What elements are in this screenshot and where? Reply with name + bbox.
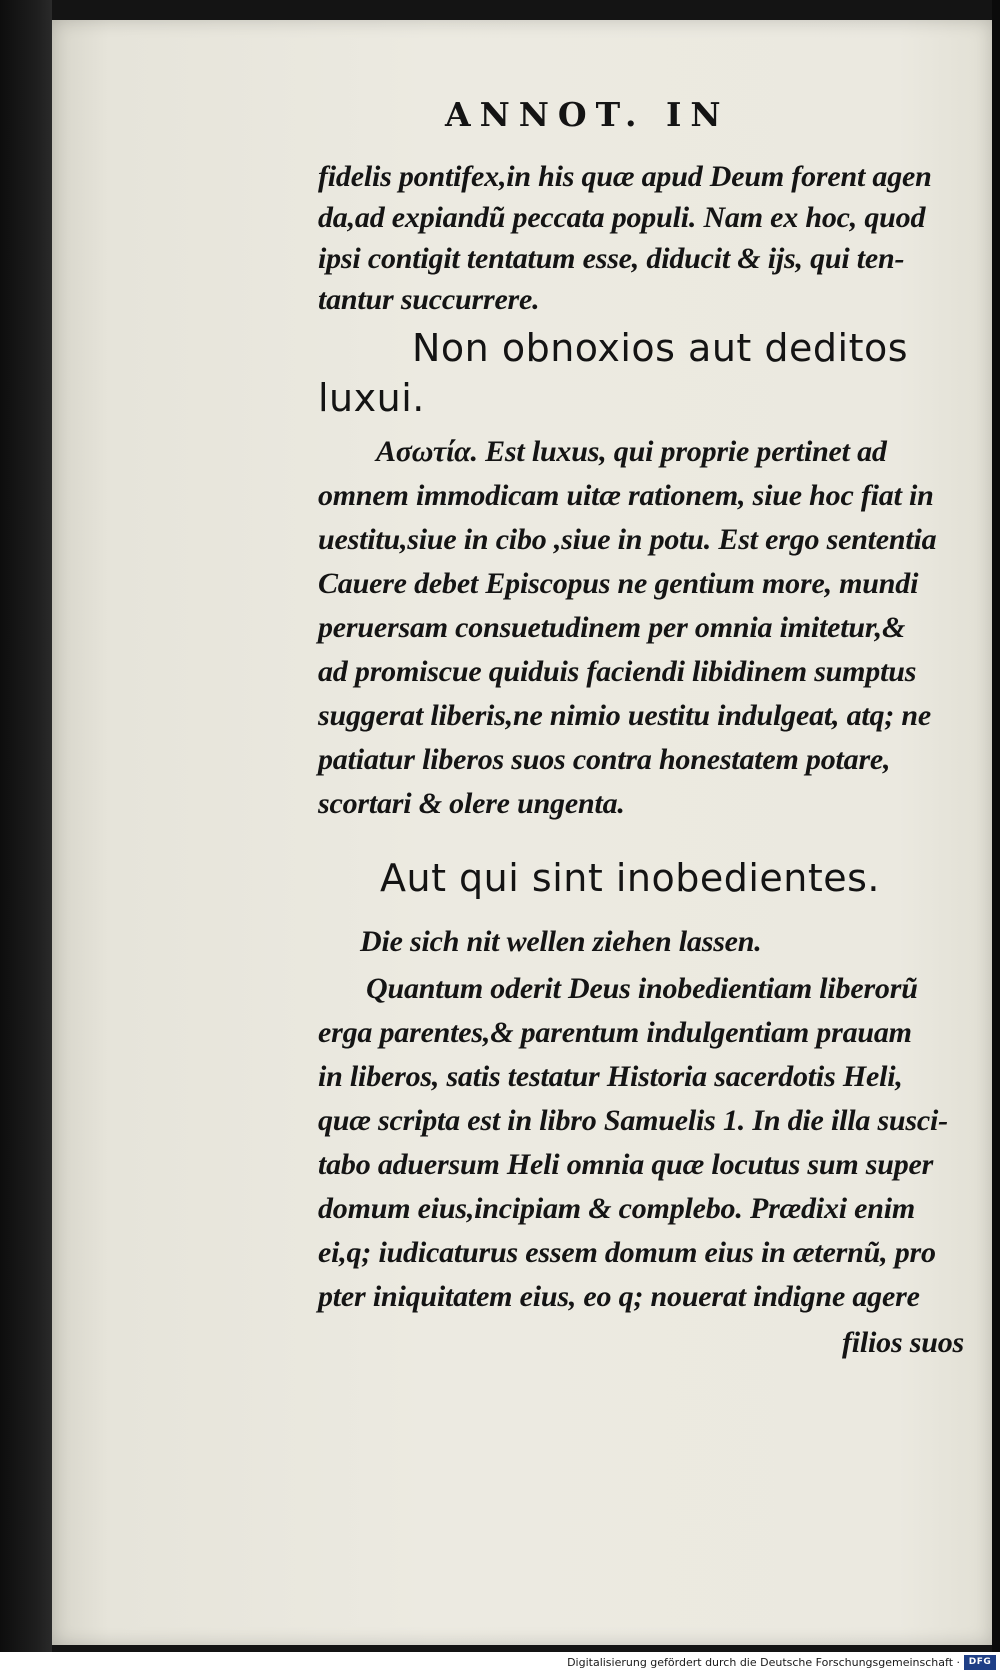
- text-line: ad promiscue quiduis faciendi libidinem sumptus: [318, 655, 917, 688]
- text-line: in liberos, satis testatur Historia sacerdotis Heli,: [318, 1060, 903, 1093]
- book-binding-edge: [0, 0, 52, 1652]
- footer-bar: [0, 1652, 1000, 1676]
- text-line: ei,q; iudicaturus essem domum eius in æternũ, pro: [318, 1236, 936, 1269]
- text-line: Quantum oderit Deus inobedientiam liberorũ: [366, 972, 918, 1005]
- german-gloss: Die sich nit wellen ziehen lassen.: [360, 925, 762, 958]
- text-line: erga parentes,& parentum indulgentiam prauam: [318, 1016, 912, 1049]
- dfg-logo: DFG: [964, 1655, 996, 1670]
- section-heading: luxui.: [318, 376, 425, 420]
- book-right-edge: [992, 0, 1000, 1652]
- text-line: patiatur liberos suos contra honestatem potare,: [318, 743, 891, 776]
- text-line: peruersam consuetudinem per omnia imitetur,&: [318, 611, 906, 644]
- running-head: ANNOT. IN: [445, 95, 730, 134]
- text-line: suggerat liberis,ne nimio uestitu indulgeat, atq; ne: [318, 699, 932, 732]
- text-line: tantur succurrere.: [318, 283, 540, 316]
- text-line: tabo aduersum Heli omnia quæ locutus sum super: [318, 1148, 934, 1181]
- section-heading: Aut qui sint inobedientes.: [380, 856, 881, 900]
- funding-credit: Digitalisierung gefördert durch die Deutsche Forschungsgemeinschaft ·: [567, 1656, 960, 1669]
- text-line: pter iniquitatem eius, eo q; nouerat indigne agere: [318, 1280, 920, 1313]
- catchword: filios suos: [841, 1326, 964, 1359]
- text-line: ipsi contigit tentatum esse, diducit & ijs, qui ten-: [318, 242, 905, 275]
- section-heading: Non obnoxios aut deditos: [412, 326, 909, 370]
- text-line: scortari & olere ungenta.: [318, 787, 625, 820]
- text-line: fidelis pontifex,in his quæ apud Deum forent agen: [318, 160, 932, 193]
- text-line: domum eius,incipiam & complebo. Prædixi enim: [318, 1192, 916, 1225]
- text-line: Cauere debet Episcopus ne gentium more, mundi: [318, 567, 919, 600]
- text-line: omnem immodicam uitæ rationem, siue hoc fiat in: [318, 479, 934, 512]
- text-line: da,ad expiandũ peccata populi. Nam ex hoc, quod: [318, 201, 926, 234]
- text-line: Ασωτία. Est luxus, qui proprie pertinet ad: [376, 435, 887, 468]
- text-line: uestitu,siue in cibo ,siue in potu. Est ergo sententia: [318, 523, 937, 556]
- text-line: quæ scripta est in libro Samuelis 1. In die illa susci-: [318, 1104, 948, 1137]
